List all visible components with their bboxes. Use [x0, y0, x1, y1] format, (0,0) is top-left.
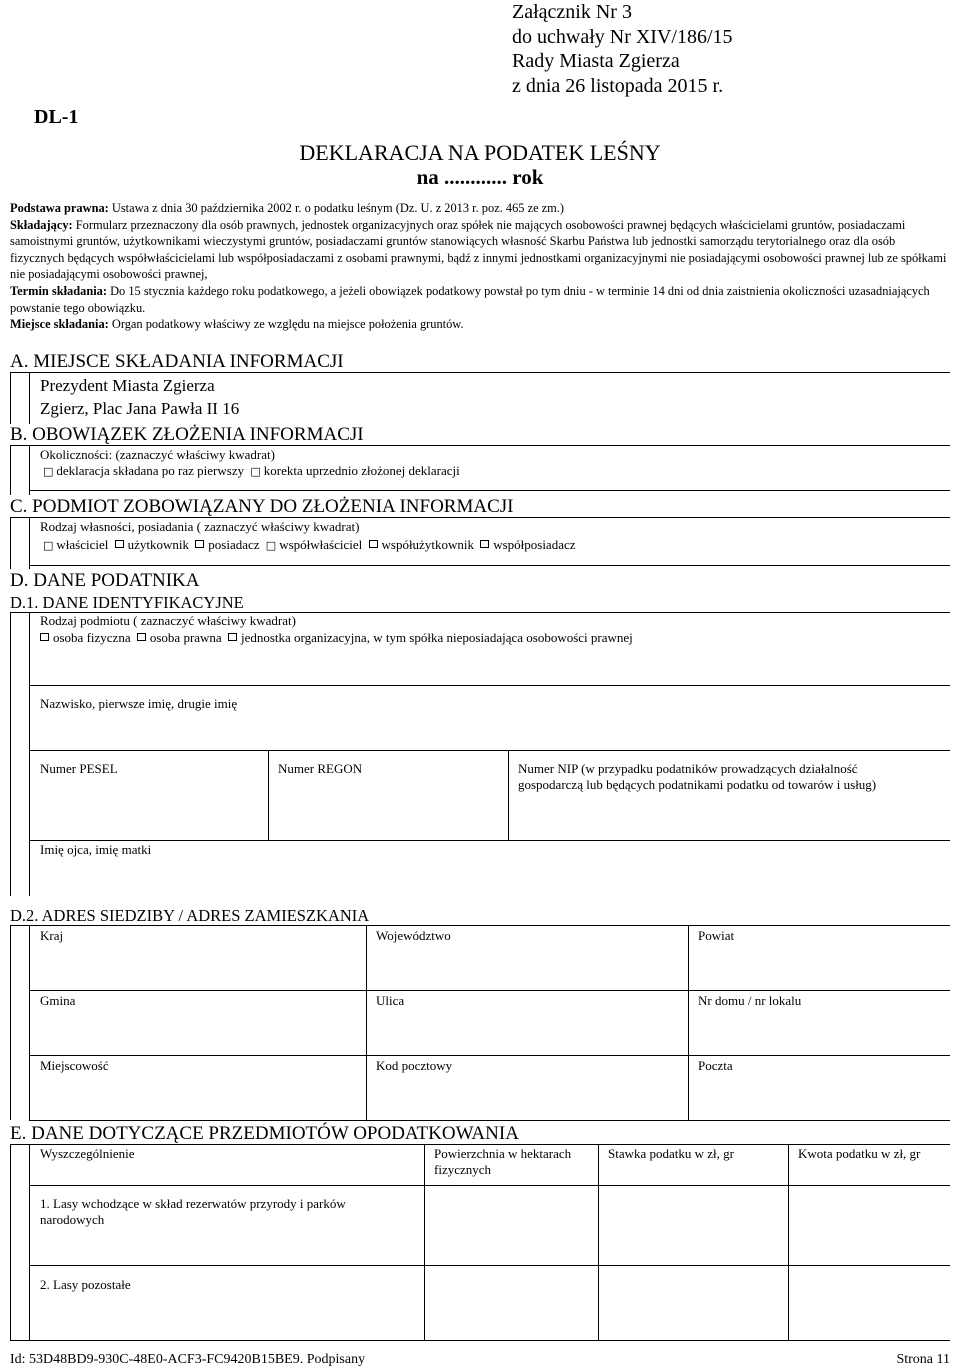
attachment-line: Załącznik Nr 3	[512, 1, 632, 23]
skladajacy-text: Formularz przeznaczony dla osób prawnych, jednostek organizacyjnych oraz spółek nie mających osobowości prawnej będących właścicielami gruntów, posiadaczami samoistnymi gruntów, użytkownikami wieczystymi gruntów, posiadaczami gruntów stanowiących własność Skarbu Państwa lub jednostki samorządu terytorialnego oraz dla osób fizycznych będących współwłaścicielami lub współposiadaczami z osobami prawnymi, bądź z innymi jednostkami organizacyjnymi nie posiadającymi osobowości prawnej lub ze spółkami nie posiadającymi osobowości prawnej,	[10, 217, 947, 282]
page-number: Strona 11	[896, 1352, 950, 1367]
termin-label: Termin składania:	[10, 283, 107, 298]
form-title: DEKLARACJA NA PODATEK LEŚNY	[299, 140, 661, 165]
col-description: Wyszczególnienie	[40, 1146, 135, 1161]
section-b-label: Okoliczności: (zaznaczyć właściwy kwadrat)	[40, 447, 275, 462]
podstawa-text: Ustawa z dnia 30 października 2002 r. o podatku leśnym (Dz. U. z 2013 r. poz. 465 ze zm.)	[111, 201, 565, 215]
house-number-label: Nr domu / nr lokalu	[698, 993, 802, 1008]
option-first-declaration: deklaracja składana po raz pierwszy	[56, 463, 245, 478]
name-field[interactable]	[29, 686, 950, 750]
option-organizational-unit: jednostka organizacyjna, w tym spółka nieposiadająca osobowości prawnej	[240, 630, 633, 645]
col-rate: Stawka podatku w zł, gr	[608, 1146, 735, 1161]
checkbox-organizational-unit[interactable]	[228, 633, 237, 641]
option-natural-person: osoba fizyczna	[53, 630, 131, 645]
option-user: użytkownik	[127, 537, 190, 552]
miejsce-label: Miejsce składania:	[10, 317, 109, 332]
termin-text: Do 15 stycznia każdego roku podatkowego, a jeżeli obowiązek podatkowy powstał po tym dniu - w terminie 14 dni od dnia zaistnienia okoliczności uzasadniających powstanie tego obowiązku.	[10, 283, 930, 315]
option-co-holder: współposiadacz	[493, 537, 576, 552]
option-holder: posiadacz	[208, 537, 260, 552]
option-co-user: współużytkownik	[381, 537, 474, 552]
attachment-line: z dnia 26 listopada 2015 r.	[512, 74, 724, 97]
option-co-owner: współwłaściciel	[279, 537, 363, 552]
option-owner: właściciel	[56, 537, 109, 552]
checkbox-natural-person[interactable]	[40, 633, 49, 641]
section-d2-heading: D.2. ADRES SIEDZIBY / ADRES ZAMIESZKANIA	[10, 906, 370, 925]
pesel-label: Numer PESEL	[40, 761, 118, 776]
section-c-heading: C. PODMIOT ZOBOWIĄZANY DO ZŁOŻENIA INFORMACJI	[10, 496, 514, 517]
intro-block	[10, 200, 950, 333]
checkbox-first[interactable]: □	[43, 465, 54, 478]
form-code: DL-1	[34, 106, 79, 128]
form-year: na ............ rok	[416, 165, 544, 189]
section-b-heading: B. OBOWIĄZEK ZŁOŻENIA INFORMACJI	[10, 424, 364, 445]
attachment-info	[512, 0, 733, 98]
ulica-label: Ulica	[376, 993, 405, 1008]
skladajacy-label: Składający:	[10, 217, 73, 232]
powiat-label: Powiat	[698, 928, 735, 943]
checkbox-co-user[interactable]	[369, 540, 378, 548]
section-d1-heading: D.1. DANE IDENTYFIKACYJNE	[10, 593, 244, 612]
option-correction: korekta uprzednio złożonej deklaracji	[263, 463, 460, 478]
d1-options	[40, 630, 633, 646]
checkbox-co-owner[interactable]: □	[265, 539, 277, 552]
recipient-name: Prezydent Miasta Zgierza	[40, 376, 215, 395]
parents-label: Imię ojca, imię matki	[40, 842, 152, 857]
recipient-address: Zgierz, Plac Jana Pawła II 16	[40, 399, 240, 418]
kraj-label: Kraj	[40, 928, 64, 943]
row-other-forests: 2. Lasy pozostałe	[40, 1277, 131, 1292]
attachment-line: Rady Miasta Zgierza	[512, 50, 680, 72]
section-c-options	[40, 537, 576, 554]
wojewodztwo-label: Województwo	[376, 928, 451, 943]
miejsce-text: Organ podatkowy właściwy ze względu na miejsce położenia gruntów.	[111, 317, 464, 332]
podstawa-label: Podstawa prawna:	[10, 201, 109, 215]
d1-label: Rodzaj podmiotu ( zaznaczyć właściwy kwadrat)	[40, 613, 296, 628]
gmina-label: Gmina	[40, 993, 76, 1008]
col-area: Powierzchnia w hektarach fizycznych	[434, 1146, 572, 1177]
attachment-line: do uchwały Nr XIV/186/15	[512, 25, 733, 48]
checkbox-correction[interactable]: □	[250, 465, 261, 478]
section-e-heading: E. DANE DOTYCZĄCE PRZEDMIOTÓW OPODATKOWANIA	[10, 1123, 519, 1144]
option-legal-person: osoba prawna	[149, 630, 222, 645]
col-amount: Kwota podatku w zł, gr	[798, 1146, 921, 1161]
checkbox-user[interactable]	[115, 540, 124, 548]
regon-label: Numer REGON	[278, 761, 363, 776]
poczta-label: Poczta	[698, 1058, 733, 1073]
checkbox-holder[interactable]	[195, 540, 204, 548]
document-id: Id: 53D48BD9-930C-48E0-ACF3-FC9420B15BE9. Podpisany	[10, 1352, 366, 1367]
miejscowosc-label: Miejscowość	[40, 1058, 109, 1073]
section-b-options	[40, 463, 460, 480]
section-d-heading: D. DANE PODATNIKA	[10, 570, 200, 591]
footer	[10, 1352, 950, 1368]
name-label: Nazwisko, pierwsze imię, drugie imię	[40, 696, 238, 711]
section-a-heading: A. MIEJSCE SKŁADANIA INFORMACJI	[10, 351, 344, 372]
section-c-label: Rodzaj własności, posiadania ( zaznaczyć właściwy kwadrat)	[40, 519, 360, 534]
row-reserves: 1. Lasy wchodzące w skład rezerwatów przyrody i parków narodowych	[40, 1196, 346, 1227]
postal-code-label: Kod pocztowy	[376, 1058, 453, 1073]
checkbox-co-holder[interactable]	[480, 540, 489, 548]
nip-label: Numer NIP (w przypadku podatników prowadzących działalność gospodarczą lub będących podatnikami podatku od towarów i usług)	[518, 761, 877, 792]
checkbox-owner[interactable]: □	[43, 539, 54, 552]
checkbox-legal-person[interactable]	[137, 633, 146, 641]
